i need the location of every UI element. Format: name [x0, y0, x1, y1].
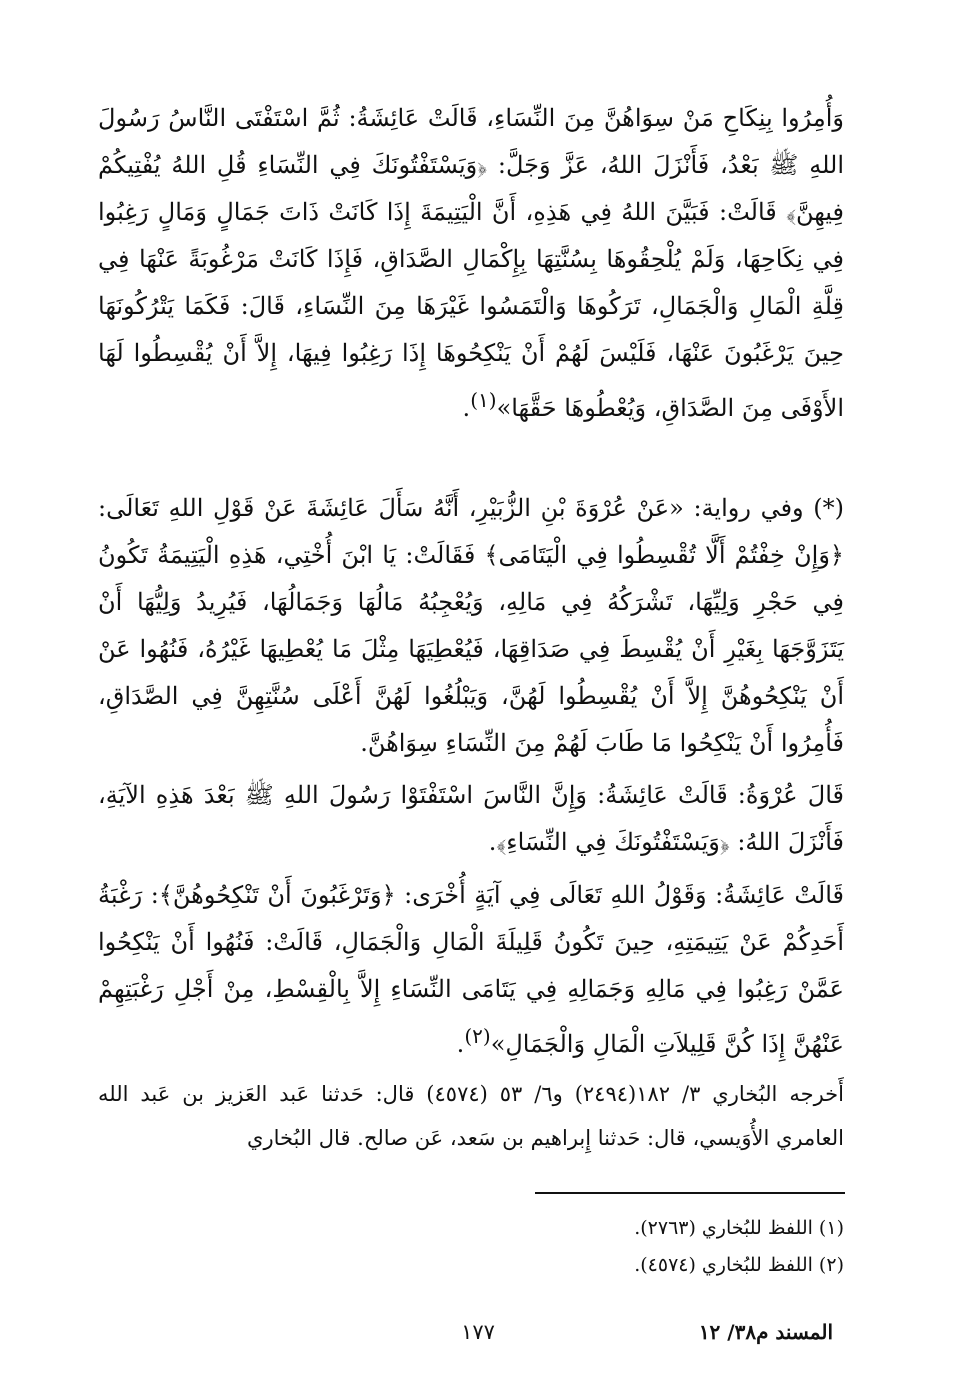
- body-paragraph: [98, 95, 844, 432]
- footnote: (١) اللفظ للبُخاري (٢٧٦٣).: [634, 1217, 844, 1239]
- body-paragraph: [98, 872, 844, 1068]
- footnote-ref: (٢): [464, 1024, 491, 1048]
- paragraph-text: قَالَتْ عَائِشَةُ: وَقَوْلُ اللهِ تَعَالَى فِي آيَةٍ أُخْرَى: ﴿وَتَرْغَبُونَ أَنْ تَنْكِحُوهُنَّ﴾: رَغْبَةُ أَحَدِكُمْ عَنْ يَتِيمَتِهِ، حِينَ تَكُونُ قَلِيلَةَ الْمَالِ وَالْجَمَالِ، قَالَتْ: فَنُهُوا أَنْ يَنْكِحُوا عَمَّنْ رَغِبُوا فِي مَالِهِ وَجَمَالِهِ فِي يَتَامَى النِّسَاءِ إِلاَّ بِالْقِسْطِ، مِنْ أَجْلِ رَغْبَتِهِمْ عَنْهُنَّ إِذَا كُنَّ قَلِيلاَتِ الْمَالِ وَالْجَمَالِ»: [98, 881, 844, 1058]
- paragraph-end: .: [462, 394, 471, 422]
- paragraph-text: وَأُمِرُوا بِنِكَاحِ مَنْ سِوَاهُنَّ مِنَ النِّسَاءِ، قَالَتْ عَائِشَةُ: ثُمَّ اسْتَفْتَى النَّاسُ رَسُولَ اللهِ ﷺ بَعْدُ، فَأَنْزَلَ اللهُ، عَزَّ وَجَلَّ: ﴿وَيَسْتَفْتُونَكَ فِي النِّسَاءِ قُلِ اللهُ يُفْتِيكُمْ فِيهِنَّ﴾ قَالَتْ: فَبَيَّنَ اللهُ فِي هَذِهِ، أَنَّ الْيَتِيمَةَ إِذَا كَانَتْ ذَاتَ جَمَالٍ وَمَالٍ رَغِبُوا فِي نِكَاحِهَا، وَلَمْ يُلْحِقُوهَا بِسُنَّتِهَا بِإِكْمَالِ الصَّدَاقِ، فَإِذَا كَانَتْ مَرْغُوبَةً عَنْهَا فِي قِلَّةِ الْمَالِ وَالْجَمَالِ، تَرَكُوهَا وَالْتَمَسُوا غَيْرَهَا مِنَ النِّسَاءِ، قَالَ: فَكَمَا يَتْرُكُونَهَا حِينَ يَرْغَبُونَ عَنْهَا، فَلَيْسَ لَهُمْ أَنْ يَنْكِحُوهَا إِذَا رَغِبُوا فِيهَا، إِلاَّ أَنْ يُقْسِطُوا لَهَا الأَوْفَى مِنَ الصَّدَاقِ، وَيُعْطُوهَا حَقَّهَا»: [98, 104, 844, 422]
- footnote-ref: (١): [470, 388, 497, 412]
- takhrij-paragraph: أَخرجه البُخاري ٣/ ١٨٢(٢٤٩٤) و٦/ ٥٣ (٤٥٧٤) قال: حَدثنا عَبد العَزيز بن عَبد الله العامري الأُوَيسي، قال: حَدثنا إِبراهيم بن سَعد، عَن صالح. قال البُخاري: [98, 1082, 844, 1150]
- volume-signature: المسند م٣٨/ ١٢: [698, 1320, 833, 1344]
- paragraph-end: .: [456, 1030, 465, 1058]
- body-paragraph: قَالَ عُرْوَةُ: قَالَتْ عَائِشَةُ: وَإِنَّ النَّاسَ اسْتَفْتَوْا رَسُولَ اللهِ ﷺ بَعْدَ هَذِهِ الآيَةِ، فَأَنْزَلَ اللهُ: ﴿وَيَسْتَفْتُونَكَ فِي النِّسَاءِ﴾.: [98, 781, 844, 856]
- footnote-divider: [535, 1192, 845, 1194]
- body-paragraph: (*) وفي رواية: «عَنْ عُرْوَةَ بْنِ الزُّبَيْرِ، أَنَّهُ سَأَلَ عَائِشَةَ عَنْ قَوْلِ اللهِ تَعَالَى: ﴿وَإِنْ خِفْتُمْ أَلَّا تُقْسِطُوا فِي الْيَتَامَى﴾ فَقَالَتْ: يَا ابْنَ أُخْتِي، هَذِهِ الْيَتِيمَةُ تَكُونُ فِي حَجْرِ وَلِيِّهَا، تَشْرَكُهُ فِي مَالِهِ، وَيُعْجِبُهُ مَالُهَا وَجَمَالُهَا، فَيُرِيدُ وَلِيُّهَا أَنْ يَتَزَوَّجَهَا بِغَيْرِ أَنْ يُقْسِطَ فِي صَدَاقِهَا، فَيُعْطِيَهَا مِثْلَ مَا يُعْطِيهَا غَيْرُهُ، فَنُهُوا عَنْ أَنْ يَنْكِحُوهُنَّ إِلاَّ أَنْ يُقْسِطُوا لَهُنَّ، وَيَبْلُغُوا لَهُنَّ أَعْلَى سُنَّتِهِنَّ فِي الصَّدَاقِ، فَأُمِرُوا أَنْ يَنْكِحُوا مَا طَابَ لَهُمْ مِنَ النِّسَاءِ سِوَاهُنَّ.: [98, 494, 844, 757]
- page-number: ١٧٧: [461, 1320, 495, 1344]
- footnote: (٢) اللفظ للبُخاري (٤٥٧٤).: [634, 1254, 844, 1276]
